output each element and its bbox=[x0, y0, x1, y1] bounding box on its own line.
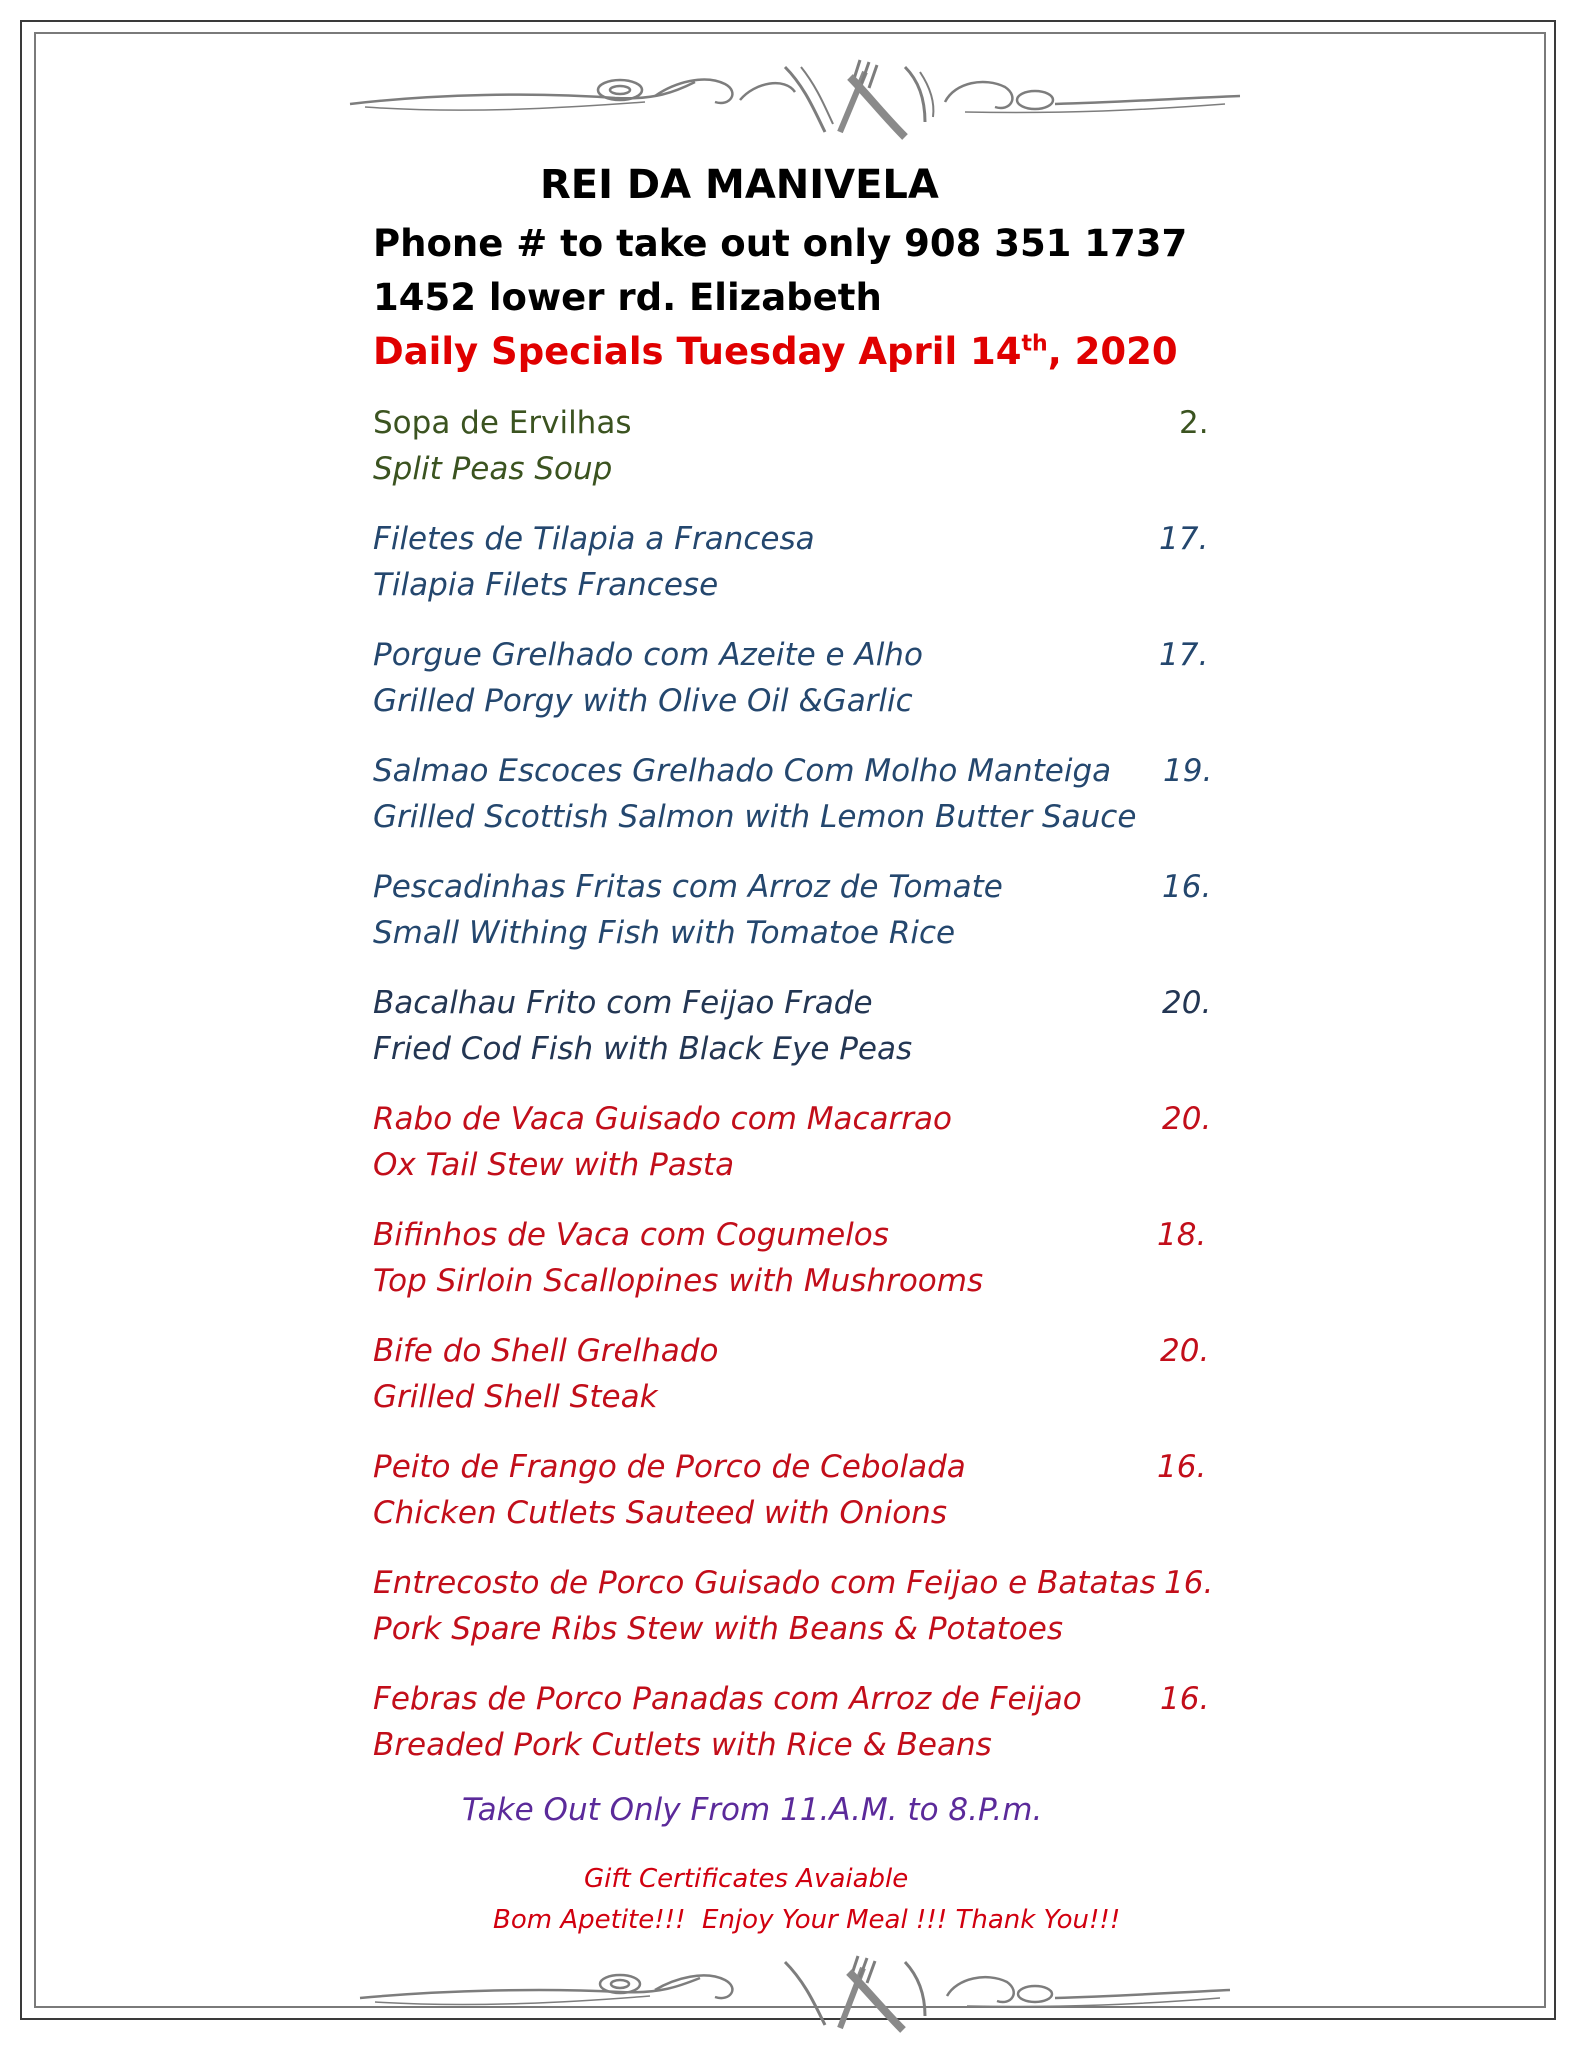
specials-heading bbox=[373, 330, 1178, 373]
item-portuguese-name: Rabo de Vaca Guisado com Macarrao bbox=[373, 1101, 952, 1137]
item-portuguese-name: Pescadinhas Fritas com Arroz de Tomate bbox=[373, 869, 1003, 905]
item-portuguese-name: Peito de Frango de Porco de Cebolada bbox=[373, 1449, 966, 1485]
item-price: 19. bbox=[1163, 753, 1213, 789]
item-price: 16. bbox=[1162, 869, 1212, 905]
item-english-name: Grilled Shell Steak bbox=[373, 1379, 658, 1415]
item-price: 17. bbox=[1159, 521, 1209, 557]
item-english-name: Grilled Scottish Salmon with Lemon Butter Sauce bbox=[373, 799, 1137, 835]
item-english-name: Split Peas Soup bbox=[373, 451, 613, 487]
item-english-name: Fried Cod Fish with Black Eye Peas bbox=[373, 1031, 913, 1067]
item-portuguese-name: Salmao Escoces Grelhado Com Molho Manteiga bbox=[373, 753, 1112, 789]
item-english-name: Ox Tail Stew with Pasta bbox=[373, 1147, 735, 1183]
item-english-name: Breaded Pork Cutlets with Rice & Beans bbox=[373, 1727, 992, 1763]
item-price: 20. bbox=[1162, 985, 1212, 1021]
menu-item bbox=[373, 1676, 1213, 1768]
specials-date-suffix: th bbox=[1021, 331, 1048, 357]
menu-item bbox=[373, 1328, 1213, 1420]
knife-icon bbox=[850, 77, 905, 137]
item-portuguese-name: Bacalhau Frito com Feijao Frade bbox=[373, 985, 873, 1021]
item-portuguese-name: Bifinhos de Vaca com Cogumelos bbox=[373, 1217, 889, 1253]
menu-item bbox=[373, 632, 1213, 724]
item-price: 2. bbox=[1179, 405, 1209, 441]
item-english-name: Grilled Porgy with Olive Oil &Garlic bbox=[373, 683, 913, 719]
item-portuguese-name: Porgue Grelhado com Azeite e Alho bbox=[373, 637, 923, 673]
item-portuguese-name: Entrecosto de Porco Guisado com Feijao e Batatas bbox=[373, 1565, 1156, 1601]
bottom-flourish-ornament bbox=[355, 1950, 1235, 2040]
restaurant-name: REI DA MANIVELA bbox=[540, 162, 939, 208]
item-portuguese-name: Filetes de Tilapia a Francesa bbox=[373, 521, 815, 557]
item-english-name: Tilapia Filets Francese bbox=[373, 567, 719, 603]
item-english-name: Pork Spare Ribs Stew with Beans & Potatoes bbox=[373, 1611, 1063, 1647]
menu-item bbox=[373, 748, 1213, 840]
item-price: 16. bbox=[1157, 1449, 1207, 1485]
item-price: 20. bbox=[1160, 1333, 1210, 1369]
item-price: 18. bbox=[1157, 1217, 1207, 1253]
item-portuguese-name: Bife do Shell Grelhado bbox=[373, 1333, 719, 1369]
menu-item bbox=[373, 980, 1213, 1072]
phone-number: Phone # to take out only 908 351 1737 bbox=[373, 222, 1188, 265]
specials-date-text: Daily Specials Tuesday April 14 bbox=[373, 330, 1022, 373]
menu-item bbox=[373, 864, 1213, 956]
item-english-name: Top Sirloin Scallopines with Mushrooms bbox=[373, 1263, 984, 1299]
address: 1452 lower rd. Elizabeth bbox=[373, 276, 882, 319]
knife-icon bbox=[849, 1972, 903, 2030]
menu-item bbox=[373, 516, 1213, 608]
item-portuguese-name: Febras de Porco Panadas com Arroz de Feijao bbox=[373, 1681, 1082, 1717]
item-price: 16. bbox=[1160, 1681, 1210, 1717]
item-portuguese-name: Sopa de Ervilhas bbox=[373, 405, 632, 441]
specials-year: , 2020 bbox=[1047, 330, 1178, 373]
item-price: 16. bbox=[1164, 1565, 1214, 1601]
top-flourish-ornament bbox=[345, 52, 1245, 152]
menu-item bbox=[373, 400, 1213, 492]
item-english-name: Chicken Cutlets Sauteed with Onions bbox=[373, 1495, 947, 1531]
item-price: 17. bbox=[1159, 637, 1209, 673]
menu-item bbox=[373, 1444, 1213, 1536]
menu-item bbox=[373, 1212, 1213, 1304]
menu-item bbox=[373, 1096, 1213, 1188]
menu-item bbox=[373, 1560, 1213, 1652]
item-price: 20. bbox=[1162, 1101, 1212, 1137]
thank-you-note: Bom Apetite!!! Enjoy Your Meal !!! Thank You!!! bbox=[493, 1905, 1121, 1935]
gift-certificates-note: Gift Certificates Avaiable bbox=[584, 1864, 909, 1894]
item-english-name: Small Withing Fish with Tomatoe Rice bbox=[373, 915, 956, 951]
takeout-hours: Take Out Only From 11.A.M. to 8.P.m. bbox=[462, 1792, 1043, 1828]
